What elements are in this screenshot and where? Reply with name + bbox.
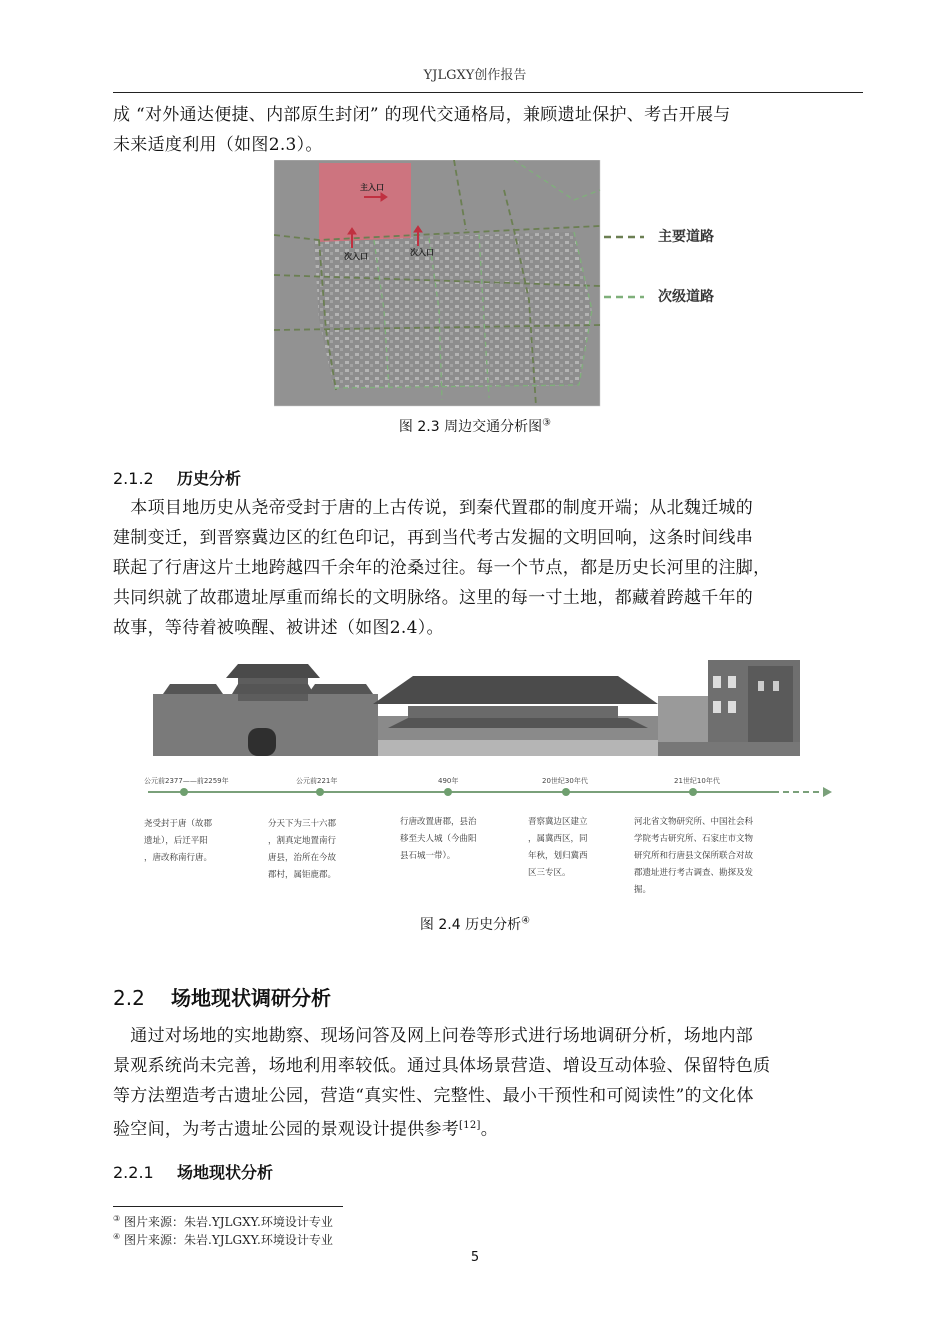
legend-main-road-label: 主要道路 (658, 229, 714, 245)
footnote-4: ④ 图片来源：朱岩.YJLGXY.环境设计专业 (113, 1232, 333, 1247)
timeline-node (689, 788, 697, 796)
traffic-map (274, 160, 734, 408)
survey-line: 通过对场地的实地勘察、现场问答及网上问卷等形式进行场地调研分析，场地内部 (113, 1026, 754, 1046)
footnote-rule (113, 1206, 343, 1207)
traffic-analysis-figure (274, 160, 734, 408)
section-title: 历史分析 (177, 469, 242, 488)
timeline-node (562, 788, 570, 796)
section-number: 2.2.1 (113, 1163, 154, 1182)
section-heading-2-2 (113, 982, 331, 1011)
timeline-entry-5: 河北省文物研究所、中国社会科 学院考古研究所、石家庄市文物 研究所和行唐县文保所联合对故 郡遗址进行考古调查、勘探及发 掘。 (634, 817, 754, 895)
timeline-year: 公元前2377——前2259年 (144, 777, 229, 785)
timeline-year: 20世纪30年代 (542, 777, 588, 785)
timeline-entry-4: 晋察冀边区建立 ，属冀西区，同 年秋，划归冀西 区三专区。 (528, 817, 588, 878)
footnote-3: ③ 图片来源：朱岩.YJLGXY.环境设计专业 (113, 1214, 333, 1229)
section-heading-2-2-1 (113, 1160, 273, 1183)
history-line: 本项目地历史从尧帝受封于唐的上古传说，到秦代置郡的制度开端；从北魏迁城的 (113, 498, 754, 518)
timeline-year: 21世纪10年代 (674, 777, 720, 785)
figure-2-4-caption: 图 2.4 历史分析④ (419, 915, 531, 933)
site-survey-paragraph (113, 1021, 865, 1145)
main-entrance-label: 主入口 (360, 183, 384, 192)
palace-image (373, 676, 658, 756)
timeline-entry-1: 尧受封于唐（故郡 遗址），后迁平阳 ，唐改称南行唐。 (144, 819, 213, 863)
survey-line-last: 验空间，为考古遗址公园的景观设计提供参考[12]。 (113, 1119, 499, 1140)
main-entrance-zone (319, 163, 411, 242)
timeline-year: 公元前221年 (296, 777, 338, 785)
timeline-arrowhead (823, 787, 832, 797)
intro-line-2: 未来适度利用（如图2.3）。 (113, 135, 323, 155)
street-photo-image (658, 660, 800, 756)
timeline-entry-3: 行唐改置唐郡，县治 移至夫人城（今曲阳 县石城一带）。 (400, 817, 477, 861)
history-line: 联起了行唐这片土地跨越四千余年的沧桑过往。每一个节点，都是历史长河里的注脚， (113, 558, 771, 578)
section-title: 场地现状调研分析 (171, 986, 331, 1010)
timeline-node (180, 788, 188, 796)
history-paragraph (113, 493, 865, 643)
header-rule (113, 92, 863, 93)
sub-entrance-label-2: 次入口 (410, 248, 434, 257)
timeline-year: 490年 (438, 777, 459, 785)
gate-tower-image (153, 664, 378, 756)
history-line: 故事，等待着被唤醒、被讲述（如图2.4）。 (113, 618, 444, 638)
sub-entrance-label-1: 次入口 (344, 252, 368, 261)
history-analysis-figure (144, 656, 848, 906)
intro-line-1: 成 “对外通达便捷、内部原生封闭” 的现代交通格局，兼顾遗址保护、考古开展与 (113, 105, 731, 125)
survey-line: 景观系统尚未完善，场地利用率较低。通过具体场景营造、增设互动体验、保留特色质 (113, 1056, 771, 1076)
page-number: 5 (470, 1250, 480, 1265)
section-title: 场地现状分析 (177, 1163, 274, 1182)
survey-line: 等方法塑造考古遗址公园，营造“真实性、完整性、最小干预性和可阅读性”的文化体 (113, 1086, 754, 1106)
timeline-axis (148, 782, 848, 802)
history-line: 建制变迁，到晋察冀边区的红色印记，再到当代考古发掘的文明回响，这条时间线串 (113, 528, 754, 548)
timeline-entry-2: 分天下为三十六郡 ，割真定地置南行 唐县，治所在今故 郡村，属钜鹿郡。 (268, 819, 337, 880)
citation-mark: [12] (459, 1120, 481, 1131)
section-number: 2.1.2 (113, 469, 154, 488)
history-line: 共同织就了故郡遗址厚重而绵长的文明脉络。这里的每一寸土地，都藏着跨越千年的 (113, 588, 754, 608)
running-header: YJLGXY创作报告 (423, 68, 527, 83)
timeline-node (444, 788, 452, 796)
section-number: 2.2 (113, 986, 145, 1010)
timeline-node (316, 788, 324, 796)
architecture-panorama (148, 656, 848, 756)
section-heading-2-1-2 (113, 466, 241, 489)
legend-secondary-road-label: 次级道路 (658, 289, 714, 305)
figure-2-3-caption: 图 2.3 周边交通分析图③ (398, 417, 552, 435)
intro-paragraph (113, 100, 865, 160)
